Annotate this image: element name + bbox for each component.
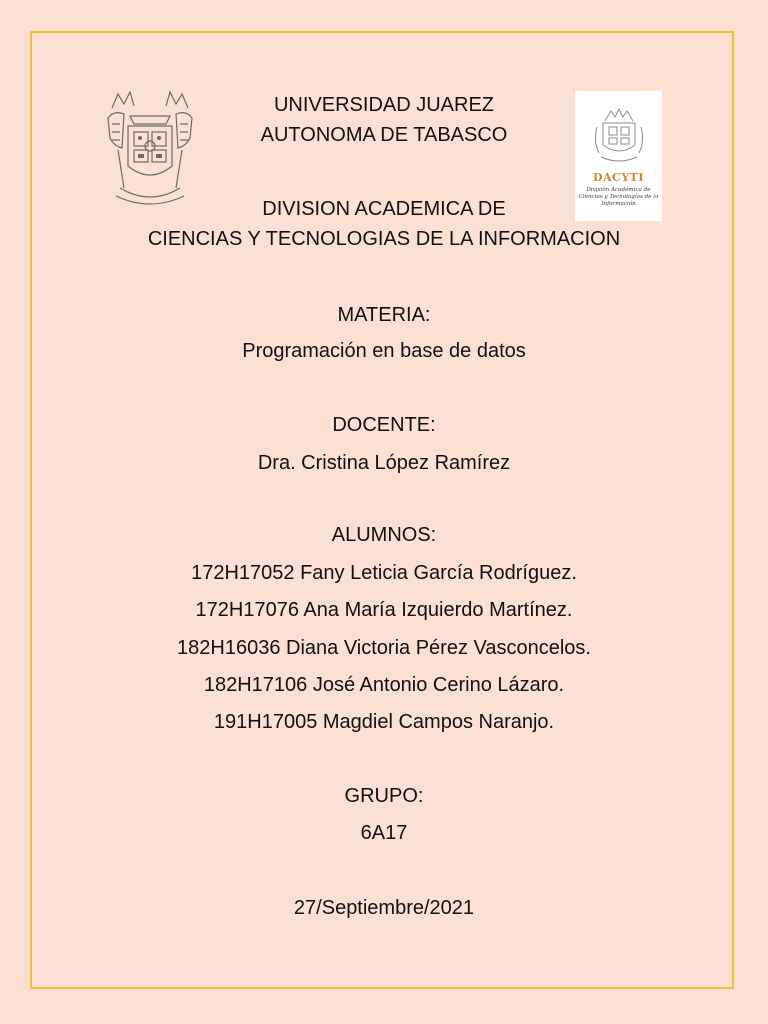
alumno-item: 172H17076 Ana María Izquierdo Martínez.: [195, 599, 573, 621]
docente-label: DOCENTE:: [332, 414, 436, 436]
university-name-line1: UNIVERSIDAD JUAREZ: [273, 94, 495, 116]
grupo-label: GRUPO:: [344, 785, 424, 807]
university-name-line2: AUTONOMA DE TABASCO: [260, 124, 508, 146]
alumnos-label: ALUMNOS:: [331, 524, 437, 546]
alumno-item: 172H17052 Fany Leticia García Rodríguez.: [191, 562, 577, 584]
division-line1: DIVISION ACADEMICA DE: [262, 198, 506, 220]
alumno-item: 182H16036 Diana Victoria Pérez Vasconcelos.: [177, 637, 591, 659]
dacyti-subtitle: División Académica de Ciencias y Tecnologías de la Información: [578, 187, 659, 207]
docente-value: Dra. Cristina López Ramírez: [257, 452, 511, 474]
alumno-item: 182H17106 José Antonio Cerino Lázaro.: [203, 674, 565, 696]
grupo-value: 6A17: [360, 822, 408, 844]
date-text: 27/Septiembre/2021: [293, 897, 475, 919]
dacyti-brand-text: DACYTI: [592, 171, 644, 184]
materia-value: Programación en base de datos: [242, 340, 526, 362]
materia-label: MATERIA:: [337, 304, 431, 326]
division-line2: CIENCIAS Y TECNOLOGIAS DE LA INFORMACION: [147, 228, 621, 250]
alumno-item: 191H17005 Magdiel Campos Naranjo.: [213, 711, 555, 733]
